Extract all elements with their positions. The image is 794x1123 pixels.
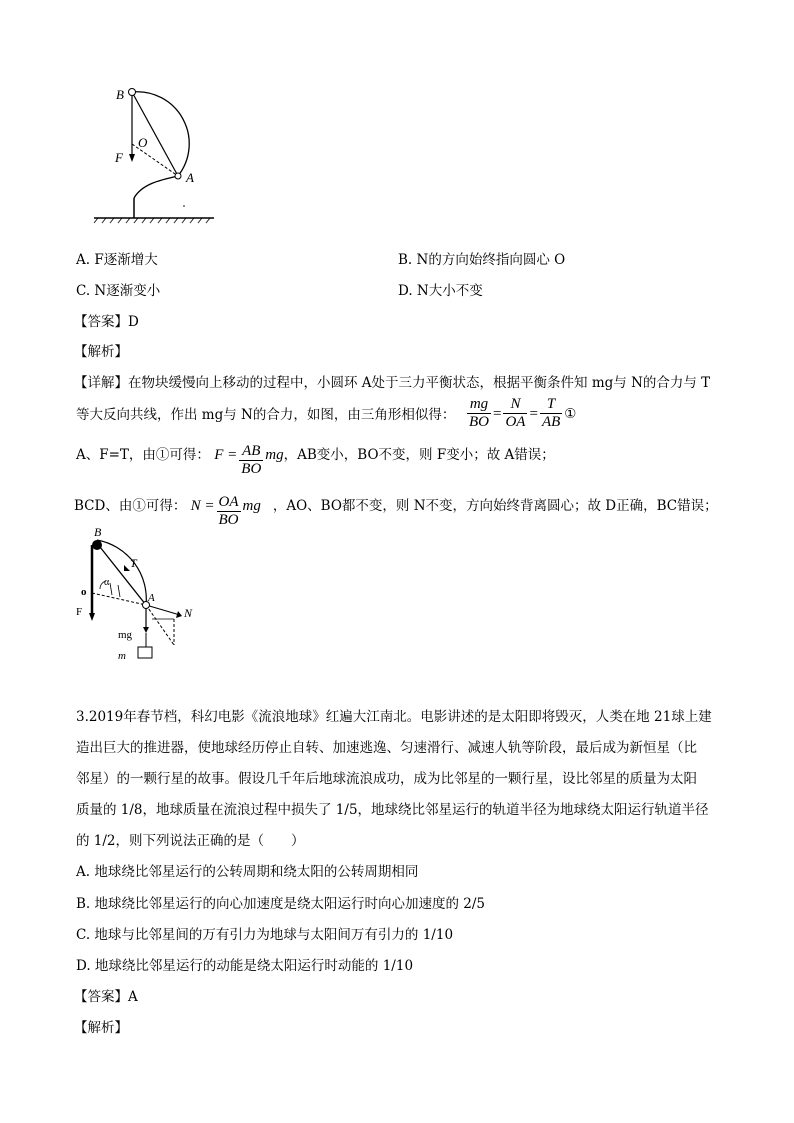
q3-option-c: C. 地球与比邻星间的万有引力为地球与太阳间万有引力的 1/10 bbox=[76, 927, 454, 943]
figure-1-ring-diagram bbox=[90, 80, 230, 230]
fig2-label-mg: mg bbox=[118, 629, 133, 641]
q3-answer bbox=[74, 987, 138, 1007]
fig2-label-o: o bbox=[81, 586, 87, 598]
eq1-frac-1: $\frac{mg}{BO}$ bbox=[469, 396, 489, 430]
figure-2-force-diagram bbox=[70, 525, 210, 665]
q3-stem-line1: 3.2019年春节档，科幻电影《流浪地球》红遍大江南北。电影讲述的是太阳即将毁灭，人类在地 21球上建 bbox=[76, 709, 712, 725]
fig2-label-T: T bbox=[130, 556, 137, 570]
q3-option-d: D. 地球绕比邻星运行的动能是绕太阳运行时动能的 1/10 bbox=[76, 958, 414, 974]
q3-stem-line5: 的 1/2，则下列说法正确的是（ ） bbox=[76, 833, 305, 849]
q2-answer bbox=[74, 312, 139, 332]
fig2-label-m: m bbox=[118, 650, 126, 662]
q3-answer-value: A bbox=[128, 989, 138, 1005]
fig1-label-B: B bbox=[116, 87, 124, 102]
fig2-label-alpha: α bbox=[104, 577, 110, 588]
q2-answer-value: D bbox=[128, 314, 139, 330]
q3-stem-line2: 造出巨大的推进器，使地球经历停止自转、加速逃逸、匀速滑行、减速人轨等阶段，最后成为新恒星（比 bbox=[76, 740, 697, 756]
eq1-frac-3: $\frac{T}{AB}$ bbox=[541, 396, 561, 430]
fig2-label-N: N bbox=[184, 606, 193, 620]
q2-option-b: B. N的方向始终指向圆心 O bbox=[398, 252, 566, 268]
q2-detail-line1 bbox=[74, 373, 710, 393]
q3-answer-label: 【答案】 bbox=[74, 989, 128, 1005]
q3-stem-line3: 邻星）的一颗行星的故事。假设几千年后地球流浪成功，成为比邻星的一颗行星，设比邻星的质量为太阳 bbox=[76, 771, 697, 787]
q2-analysis-label: 【解析】 bbox=[74, 344, 128, 360]
q2-detail-label: 【详解】 bbox=[74, 375, 128, 391]
eq1-circle-1: ① bbox=[564, 406, 577, 422]
fig2-label-F: F bbox=[76, 606, 83, 618]
q3-option-a: A. 地球绕比邻星运行的公转周期和绕太阳的公转周期相同 bbox=[76, 864, 419, 880]
eq1-frac-2: $\frac{N}{OA}$ bbox=[505, 396, 526, 430]
q2-answer-label: 【答案】 bbox=[74, 314, 128, 330]
q3-stem-line4: 质量的 1/8，地球质量在流浪过程中损失了 1/5，地球绕比邻星运行的轨道半径为地球绕太阳运行轨道半径 bbox=[76, 802, 709, 818]
fig2-label-A: A bbox=[148, 592, 155, 604]
q2-option-a: A. F逐渐增大 bbox=[76, 252, 158, 268]
q2-line-bcd: BCD、由①可得： N = $\frac{OA}{BO}$ mg ，AO、BO都不变，则 N不变，方向始终背离圆心；故 D正确，BC错误； bbox=[74, 494, 718, 528]
q3-option-b: B. 地球绕比邻星运行的向心加速度是绕太阳运行时向心加速度的 2/5 bbox=[76, 896, 486, 912]
q2-detail-text1: 在物块缓慢向上移动的过程中，小圆环 A处于三力平衡状态，根据平衡条件知 mg与 N的合力与 T bbox=[128, 375, 711, 391]
q2-option-d: D. N大小不变 bbox=[398, 283, 483, 299]
q2-option-c: C. N逐渐变小 bbox=[76, 283, 161, 299]
lineBCD-frac: $\frac{OA}{BO}$ bbox=[218, 494, 239, 528]
q2-equation-1: $\frac{mg}{BO}$ = $\frac{N}{OA}$ = $\frac{T}{AB}$ ① bbox=[469, 396, 577, 430]
q2-line-a: A、F=T，由①可得： F = $\frac{AB}{BO}$ mg，AB变小，BO不变，则 F变小；故 A错误； bbox=[76, 443, 555, 477]
q2-detail-line2: 等大反向共线，作出 mg与 N的合力，如图，由三角形相似得： bbox=[76, 407, 456, 423]
fig2-label-B: B bbox=[94, 525, 102, 539]
lineA-frac: $\frac{AB}{BO}$ bbox=[241, 443, 262, 477]
fig1-label-A: A bbox=[186, 170, 194, 185]
fig1-label-F: F bbox=[115, 150, 123, 165]
fig1-label-O: O bbox=[138, 135, 148, 150]
q3-analysis-label: 【解析】 bbox=[74, 1020, 128, 1036]
